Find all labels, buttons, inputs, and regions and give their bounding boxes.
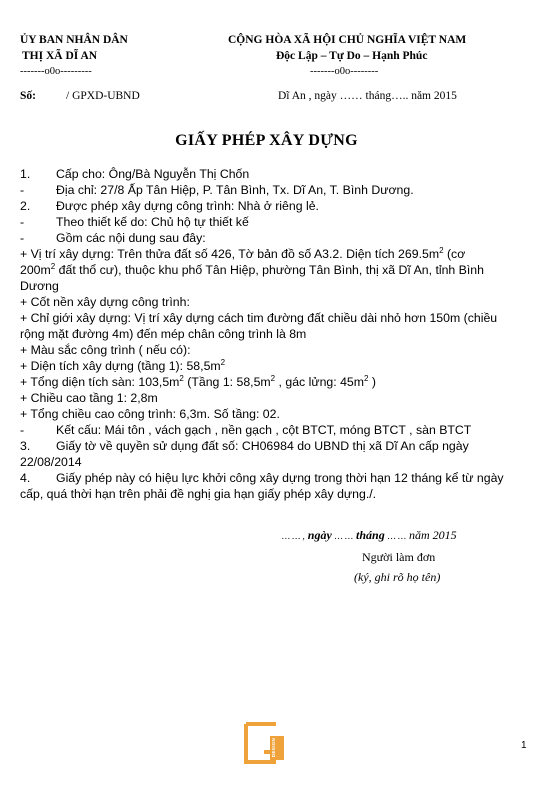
- signature-note: (ký, ghi rõ họ tên): [354, 570, 441, 584]
- line-location-3: Dương: [20, 279, 59, 293]
- motto: Độc Lập – Tự Do – Hạnh Phúc: [276, 50, 428, 62]
- line-build-area: + Diện tích xây dựng (tầng 1): $58,5m^2$: [20, 357, 226, 373]
- line-boundary-2: rộng mặt đường 4m) đến mép chân công trình là 8m: [20, 327, 307, 341]
- line-3: 3. Giấy tờ về quyền sử dụng đất số: CH06984 do UBND thị xã Dĩ An cấp ngày: [20, 439, 469, 453]
- line-total-height: + Tổng chiều cao công trình: 6,3m. Số tầng: 02.: [20, 407, 280, 421]
- line-boundary: + Chỉ giới xây dựng: Vị trí xây dựng cách tim đường đất chiều dài nhỏ hơn 150m (chiều: [20, 311, 498, 325]
- applicant-label: Người làm đơn: [362, 550, 436, 564]
- line-floor-area: + Tổng diện tích sàn: $103,5m^2$ (Tầng 1: $58,5m^2$ , gác lửng: $45m^2$ ): [20, 373, 376, 389]
- line-design: - Theo thiết kế do: Chủ hộ tự thiết kế: [20, 215, 249, 229]
- logo-text: DESIGN: [271, 738, 276, 758]
- agency-name: ỦY BAN NHÂN DÂN: [20, 34, 128, 46]
- design-logo: [244, 722, 286, 764]
- country-name: CỘNG HÒA XÃ HỘI CHỦ NGHĨA VIỆT NAM: [228, 34, 467, 46]
- line-location: + Vị trí xây dựng: Trên thửa đất số 426, Tờ bản đồ số A3.2. Diện tích $269.5m^2$ (cơ: [20, 245, 466, 261]
- line-location-2: $200m^2$ đất thổ cư), thuộc khu phố Tân Hiệp, phường Tân Bình, thị xã Dĩ An, tỉnh Bình: [20, 261, 484, 277]
- line-2: 2. Được phép xây dựng công trình: Nhà ở riêng lẻ.: [20, 199, 319, 213]
- agency-district: THỊ XÃ DĨ AN: [22, 50, 98, 62]
- line-floor-height: + Chiều cao tầng 1: 2,8m: [20, 391, 158, 405]
- line-color: + Màu sắc công trình ( nếu có):: [20, 343, 191, 357]
- signature-date: … … , ngày … … tháng … … năm 2015: [282, 528, 457, 542]
- page-number: 1: [521, 740, 527, 751]
- line-4-cont: cấp, quá thời hạn trên phải đề nghị gia hạn giấy phép xây dựng./.: [20, 487, 377, 501]
- line-contents: - Gồm các nội dung sau đây:: [20, 231, 206, 245]
- document-title: GIẤY PHÉP XÂY DỰNG: [175, 132, 358, 149]
- doc-date-line: Dĩ An , ngày …… tháng….. năm 2015: [278, 90, 457, 102]
- line-address: - Địa chỉ: 27/8 Ấp Tân Hiệp, P. Tân Bình, Tx. Dĩ An, T. Bình Dương.: [20, 183, 414, 197]
- document-body: [20, 166, 520, 502]
- left-separator: -------o0o---------: [20, 66, 92, 77]
- doc-number-value: / GPXD-UBND: [66, 90, 140, 102]
- right-separator: -------o0o--------: [310, 66, 379, 77]
- line-4: 4. Giấy phép này có hiệu lực khởi công xây dựng trong thời hạn 12 tháng kể từ ngày: [20, 471, 504, 485]
- line-3-date: 22/08/2014: [20, 455, 82, 469]
- line-structure: - Kết cấu: Mái tôn , vách gạch , nền gạch , cột BTCT, móng BTCT , sàn BTCT: [20, 423, 472, 437]
- doc-number-label: Số:: [20, 90, 36, 102]
- line-1: 1. Cấp cho: Ông/Bà Nguyễn Thị Chốn: [20, 167, 250, 181]
- line-floor-level: + Cốt nền xây dựng công trình:: [20, 295, 190, 309]
